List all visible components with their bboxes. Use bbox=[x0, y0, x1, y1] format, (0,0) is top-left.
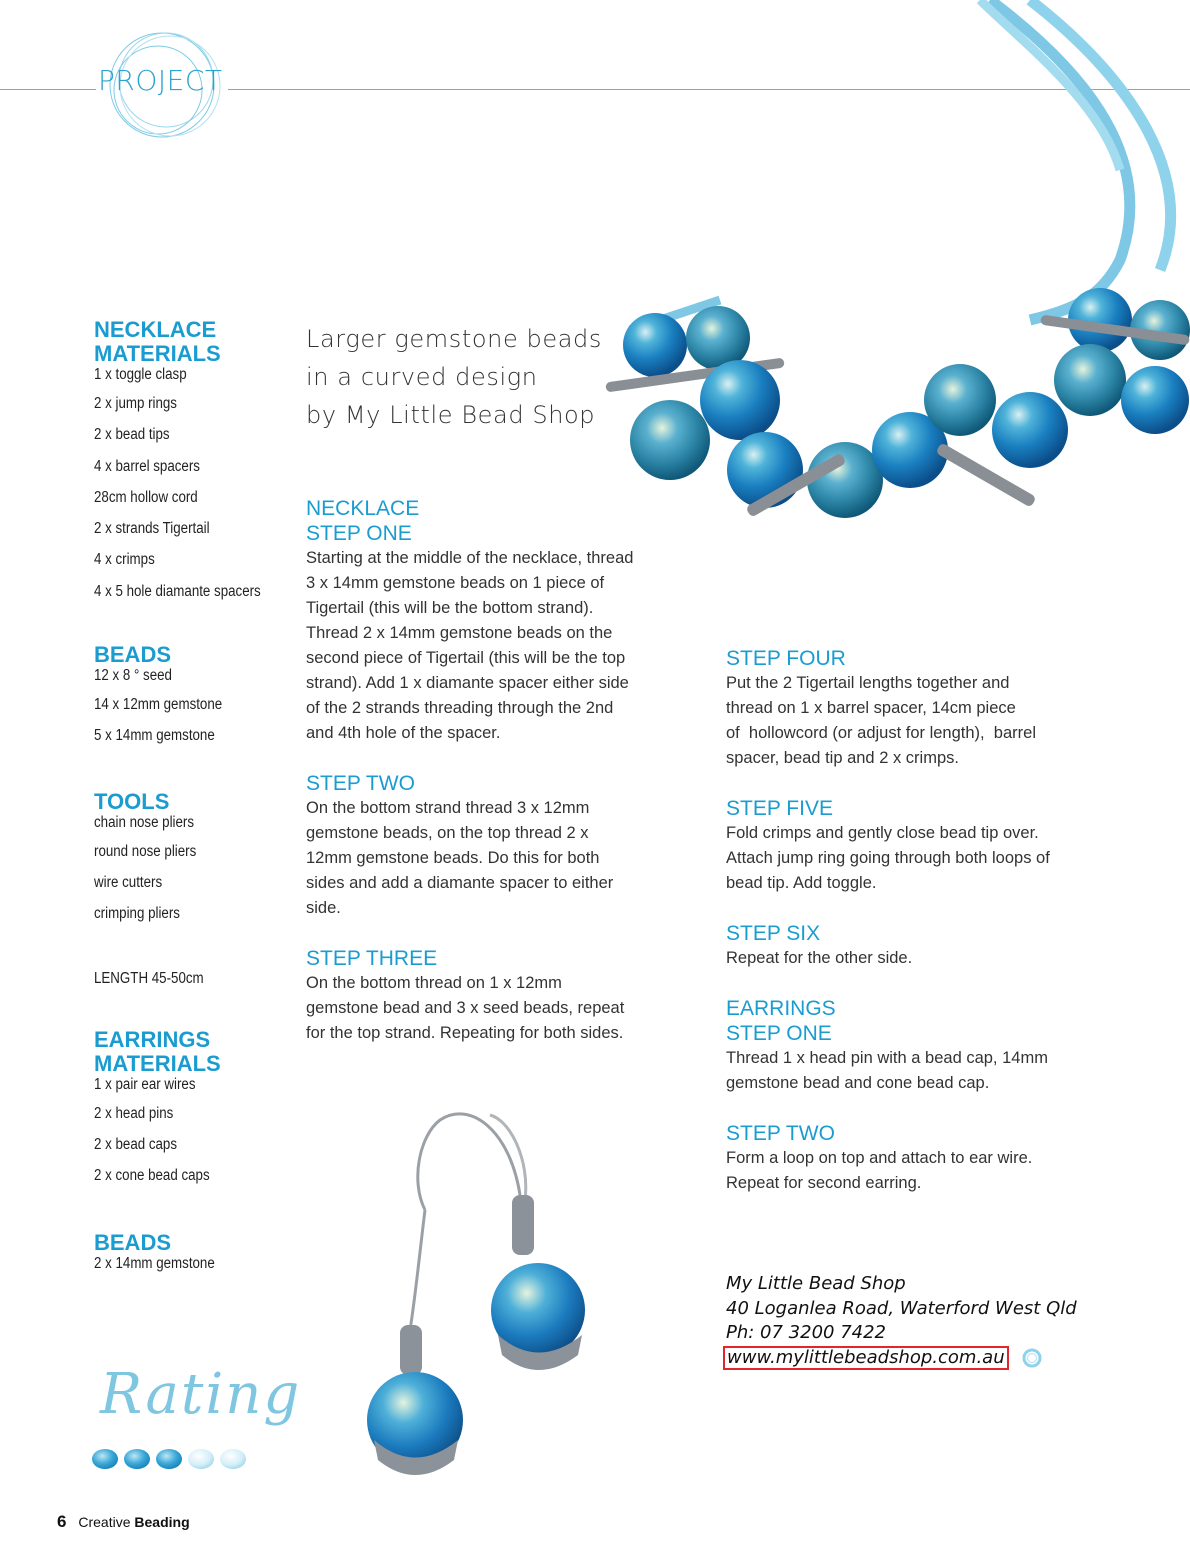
step-five bbox=[726, 796, 1146, 896]
rating-dot-filled bbox=[92, 1449, 118, 1469]
step-line: Form a loop on top and attach to ear wire. bbox=[726, 1149, 1033, 1167]
step-title bbox=[306, 496, 706, 546]
step-text bbox=[306, 546, 706, 746]
step-line: gemstone bead and 3 x seed beads, repeat bbox=[306, 999, 625, 1017]
step-title: STEP TWO bbox=[306, 772, 415, 795]
necklace-materials-list bbox=[94, 366, 294, 607]
earrings-materials-list bbox=[94, 1076, 294, 1192]
necklace-materials-title-line2: MATERIALS bbox=[94, 341, 221, 366]
list-item: 4 x barrel spacers bbox=[94, 457, 200, 475]
necklace-photo bbox=[600, 0, 1190, 560]
step-text bbox=[306, 796, 706, 921]
step-line: Put the 2 Tigertail lengths together and bbox=[726, 674, 1010, 692]
tools-list bbox=[94, 814, 294, 930]
step-line: gemstone beads, on the top thread 2 x bbox=[306, 824, 589, 842]
step-line: gemstone bead and cone bead cap. bbox=[726, 1074, 990, 1092]
step-line: Attach jump ring going through both loops of bbox=[726, 849, 1050, 867]
step-title-line1: NECKLACE bbox=[306, 497, 420, 520]
step-line: On the bottom strand thread 3 x 12mm bbox=[306, 799, 590, 817]
list-item: 2 x head pins bbox=[94, 1104, 174, 1122]
step-line: Repeat for the other side. bbox=[726, 949, 913, 967]
rating-dots bbox=[90, 1446, 250, 1472]
list-item: 1 x pair ear wires bbox=[94, 1075, 196, 1093]
step-title: STEP SIX bbox=[726, 922, 821, 945]
step-line: of hollowcord (or adjust for length), barrel bbox=[726, 724, 1036, 742]
list-item: crimping pliers bbox=[94, 905, 180, 923]
page-number: 6 bbox=[57, 1512, 67, 1531]
rating-dot-filled bbox=[124, 1449, 150, 1469]
page-footer bbox=[57, 1512, 190, 1532]
list-item: 2 x jump rings bbox=[94, 395, 177, 412]
step-text bbox=[726, 671, 1146, 771]
earrings-step-two bbox=[726, 1121, 1146, 1196]
list-item: 2 x strands Tigertail bbox=[94, 520, 210, 538]
step-line: sides and add a diamante spacer to either bbox=[306, 874, 614, 892]
shop-website-link[interactable]: www.mylittlebeadshop.com.au bbox=[723, 1346, 1009, 1370]
step-four bbox=[726, 646, 1146, 771]
rating-dot-filled bbox=[156, 1449, 182, 1469]
step-two bbox=[306, 771, 706, 921]
materials-column bbox=[94, 318, 294, 1277]
shop-address: 40 Loganlea Road, Waterford West Qld bbox=[726, 1297, 1077, 1319]
earrings-materials-title-line1: EARRINGS bbox=[94, 1026, 211, 1052]
list-item: 2 x 14mm gemstone bbox=[94, 1255, 215, 1273]
earrings-materials-title-line2: MATERIALS bbox=[94, 1050, 221, 1076]
list-item: 28cm hollow cord bbox=[94, 488, 198, 506]
necklace-materials-title bbox=[94, 318, 294, 366]
step-text bbox=[726, 821, 1146, 896]
list-item: 4 x crimps bbox=[94, 551, 155, 569]
step-line: Tigertail (this will be the bottom strand). bbox=[306, 599, 594, 617]
beads-list bbox=[94, 667, 294, 752]
list-item: 12 x 8 ° seed bbox=[94, 667, 172, 685]
list-item: 2 x bead caps bbox=[94, 1135, 178, 1153]
necklace-step-one bbox=[306, 496, 706, 746]
step-six bbox=[726, 921, 1146, 971]
step-line: Thread 2 x 14mm gemstone beads on the bbox=[306, 624, 613, 642]
intro-line: Larger gemstone beads bbox=[306, 325, 602, 353]
step-text bbox=[726, 946, 1146, 971]
step-title-line1: EARRINGS bbox=[726, 997, 836, 1020]
intro-heading bbox=[306, 320, 626, 434]
step-line: Starting at the middle of the necklace, thread bbox=[306, 549, 634, 567]
list-item: chain nose pliers bbox=[94, 813, 195, 831]
intro-line: by My Little Bead Shop bbox=[306, 401, 596, 429]
step-title: STEP FIVE bbox=[726, 797, 833, 820]
step-text bbox=[306, 971, 706, 1046]
intro-line: in a curved design bbox=[306, 363, 538, 391]
step-line: spacer, bead tip and 2 x crimps. bbox=[726, 749, 959, 767]
step-line: 12mm gemstone beads. Do this for both bbox=[306, 849, 600, 867]
step-text bbox=[726, 1046, 1146, 1096]
step-line: Thread 1 x head pin with a bead cap, 14mm bbox=[726, 1049, 1048, 1067]
list-item: 2 x cone bead caps bbox=[94, 1167, 210, 1185]
page-title: PROJECT bbox=[98, 64, 223, 97]
header-rule-left bbox=[0, 89, 96, 90]
step-title bbox=[726, 996, 1146, 1046]
shop-phone: Ph: 07 3200 7422 bbox=[726, 1322, 887, 1343]
rating-dot-empty bbox=[220, 1449, 246, 1469]
list-item: 4 x 5 hole diamante spacers bbox=[94, 582, 261, 600]
step-line: Fold crimps and gently close bead tip over. bbox=[726, 824, 1039, 842]
list-item: 1 x toggle clasp bbox=[94, 366, 187, 383]
length-spec: LENGTH 45-50cm bbox=[94, 969, 204, 987]
rating-dot-empty bbox=[188, 1449, 214, 1469]
earrings-step-one bbox=[726, 996, 1146, 1096]
ring-icon bbox=[1021, 1347, 1043, 1369]
necklace-materials-title-line1: NECKLACE bbox=[94, 317, 217, 342]
step-title: STEP TWO bbox=[726, 1122, 835, 1145]
step-line: strand). Add 1 x diamante spacer either side bbox=[306, 674, 629, 692]
magazine-name-bold: Beading bbox=[134, 1514, 190, 1530]
shop-contact bbox=[726, 1272, 1077, 1370]
step-line: for the top strand. Repeating for both sides. bbox=[306, 1024, 624, 1042]
step-line: second piece of Tigertail (this will be the top bbox=[306, 649, 626, 667]
tools-title: TOOLS bbox=[94, 788, 170, 814]
step-line: of the 2 strands threading through the 2nd bbox=[306, 699, 614, 717]
rating-label: Rating bbox=[100, 1362, 302, 1427]
list-item: wire cutters bbox=[94, 873, 163, 891]
step-title-line2: STEP ONE bbox=[726, 1022, 832, 1045]
earring-beads-list bbox=[94, 1255, 294, 1277]
step-line: and 4th hole of the spacer. bbox=[306, 724, 501, 742]
earring-beads-title: BEADS bbox=[94, 1230, 172, 1256]
step-three bbox=[306, 946, 706, 1046]
shop-name: My Little Bead Shop bbox=[726, 1273, 906, 1294]
list-item: 5 x 14mm gemstone bbox=[94, 727, 215, 745]
step-line: side. bbox=[306, 899, 341, 917]
step-title-line2: STEP ONE bbox=[306, 522, 412, 545]
earrings-photo bbox=[320, 1100, 620, 1480]
step-title: STEP FOUR bbox=[726, 647, 846, 670]
magazine-name-prefix: Creative bbox=[78, 1514, 131, 1530]
list-item: round nose pliers bbox=[94, 842, 197, 860]
earrings-materials-title bbox=[94, 1028, 294, 1076]
step-line: bead tip. Add toggle. bbox=[726, 874, 877, 892]
step-title: STEP THREE bbox=[306, 947, 438, 970]
step-line: 3 x 14mm gemstone beads on 1 piece of bbox=[306, 574, 605, 592]
step-line: thread on 1 x barrel spacer, 14cm piece bbox=[726, 699, 1016, 717]
beads-title: BEADS bbox=[94, 642, 172, 668]
list-item: 2 x bead tips bbox=[94, 426, 170, 444]
list-item: 14 x 12mm gemstone bbox=[94, 696, 223, 714]
step-line: On the bottom thread on 1 x 12mm bbox=[306, 974, 562, 992]
step-text bbox=[726, 1146, 1146, 1196]
step-line: Repeat for second earring. bbox=[726, 1174, 922, 1192]
